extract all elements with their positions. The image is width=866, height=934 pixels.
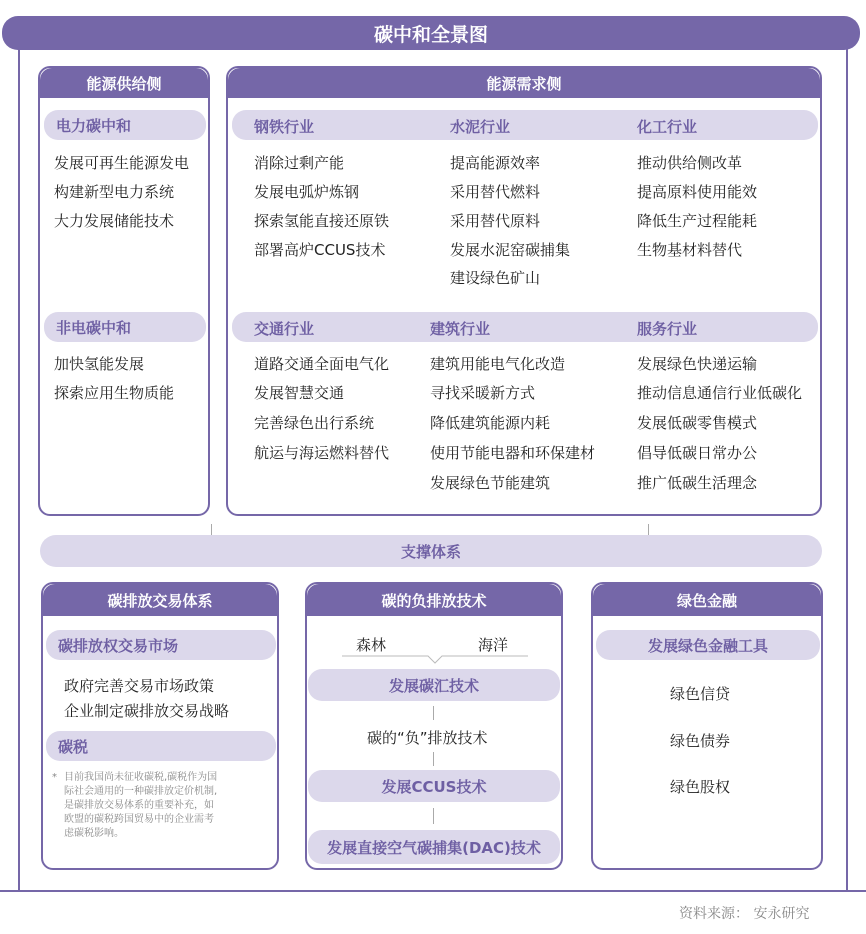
chemical-item: 降低生产过程能耗 xyxy=(637,212,758,230)
support-bar: 支撑体系 xyxy=(40,535,822,567)
up-arrow xyxy=(433,808,434,824)
source-note: 资料来源： 安永研究 xyxy=(679,906,810,922)
transport-item: 航运与海运燃料替代 xyxy=(254,444,390,462)
building-item: 降低建筑能源内耗 xyxy=(430,414,551,432)
transport-item: 完善绿色出行系统 xyxy=(254,414,375,432)
ccus-label: 发展CCUS技术 xyxy=(308,770,560,802)
cement-item: 提高能源效率 xyxy=(450,154,541,172)
finance-header: 绿色金融 xyxy=(593,584,821,616)
power-item: 大力发展储能技术 xyxy=(54,212,175,230)
transport-item: 发展智慧交通 xyxy=(254,384,345,402)
cement-label: 水泥行业 xyxy=(450,118,511,136)
finance-item: 绿色债券 xyxy=(670,732,731,750)
nonpower-item: 探索应用生物质能 xyxy=(54,384,175,402)
building-item: 发展绿色节能建筑 xyxy=(430,474,551,492)
finance-item: 绿色股权 xyxy=(670,778,731,796)
negative-emission-text: 碳的“负”排放技术 xyxy=(367,729,488,747)
tax-note-line: 是碳排放交易体系的重要补充，如 xyxy=(64,800,214,811)
demand-header: 能源需求侧 xyxy=(228,68,820,98)
power-label: 电力碳中和 xyxy=(44,110,206,140)
steel-item: 消除过剩产能 xyxy=(254,154,345,172)
note-marker: * xyxy=(52,772,57,783)
cement-item: 建设绿色矿山 xyxy=(450,269,541,287)
negative-header: 碳的负排放技术 xyxy=(307,584,561,616)
forest-ocean-bracket xyxy=(340,654,530,666)
cement-item: 采用替代原料 xyxy=(450,212,541,230)
building-item: 寻找采暖新方式 xyxy=(430,384,536,402)
service-item: 发展低碳零售模式 xyxy=(637,414,758,432)
trading-market-item: 政府完善交易市场政策 xyxy=(64,677,215,695)
demand-row2-bar xyxy=(232,312,818,342)
tax-note-line: 目前我国尚未征收碳税,碳税作为国 xyxy=(64,772,218,783)
power-item: 发展可再生能源发电 xyxy=(54,154,190,172)
down-arrow xyxy=(433,706,434,720)
trading-header: 碳排放交易体系 xyxy=(43,584,277,616)
nonpower-label: 非电碳中和 xyxy=(44,312,206,342)
transport-item: 道路交通全面电气化 xyxy=(254,355,390,373)
service-item: 倡导低碳日常办公 xyxy=(637,444,758,462)
power-item: 构建新型电力系统 xyxy=(54,183,175,201)
trading-market-label: 碳排放权交易市场 xyxy=(46,630,276,660)
transport-label: 交通行业 xyxy=(254,320,315,338)
trading-market-item: 企业制定碳排放交易战略 xyxy=(64,702,230,720)
carbon-tax-label: 碳税 xyxy=(46,731,276,761)
chemical-item: 推动供给侧改革 xyxy=(637,154,743,172)
service-item: 发展绿色快递运输 xyxy=(637,355,758,373)
steel-label: 钢铁行业 xyxy=(254,118,315,136)
service-label: 服务行业 xyxy=(637,320,698,338)
finance-item: 绿色信贷 xyxy=(670,685,731,703)
forest-label: 森林 xyxy=(356,636,387,654)
steel-item: 部署高炉CCUS技术 xyxy=(254,241,386,259)
carbon-sink-label: 发展碳汇技术 xyxy=(308,669,560,701)
dac-label: 发展直接空气碳捕集(DAC)技术 xyxy=(308,830,560,864)
building-item: 建筑用能电气化改造 xyxy=(430,355,566,373)
demand-row1-bar xyxy=(232,110,818,140)
up-arrow xyxy=(433,752,434,766)
nonpower-item: 加快氢能发展 xyxy=(54,355,145,373)
cement-item: 发展水泥窑碳捕集 xyxy=(450,241,571,259)
finance-tools-label: 发展绿色金融工具 xyxy=(596,630,820,660)
bottom-divider xyxy=(0,890,866,892)
steel-item: 发展电弧炉炼钢 xyxy=(254,183,360,201)
steel-item: 探索氢能直接还原铁 xyxy=(254,212,390,230)
tax-note-line: 虑碳税影响。 xyxy=(64,828,124,839)
page-title: 碳中和全景图 xyxy=(2,16,860,50)
tax-note-line: 际社会通用的一种碳排放定价机制, xyxy=(64,786,218,797)
tax-note-line: 欧盟的碳税跨国贸易中的企业需考 xyxy=(64,814,214,825)
chemical-label: 化工行业 xyxy=(637,118,698,136)
building-item: 使用节能电器和环保建材 xyxy=(430,444,596,462)
chemical-item: 生物基材料替代 xyxy=(637,241,743,259)
building-label: 建筑行业 xyxy=(430,320,491,338)
service-item: 推广低碳生活理念 xyxy=(637,474,758,492)
cement-item: 采用替代燃料 xyxy=(450,183,541,201)
service-item: 推动信息通信行业低碳化 xyxy=(637,384,803,402)
supply-header: 能源供给侧 xyxy=(40,68,208,98)
chemical-item: 提高原料使用能效 xyxy=(637,183,758,201)
ocean-label: 海洋 xyxy=(478,636,509,654)
finance-panel xyxy=(591,582,823,870)
